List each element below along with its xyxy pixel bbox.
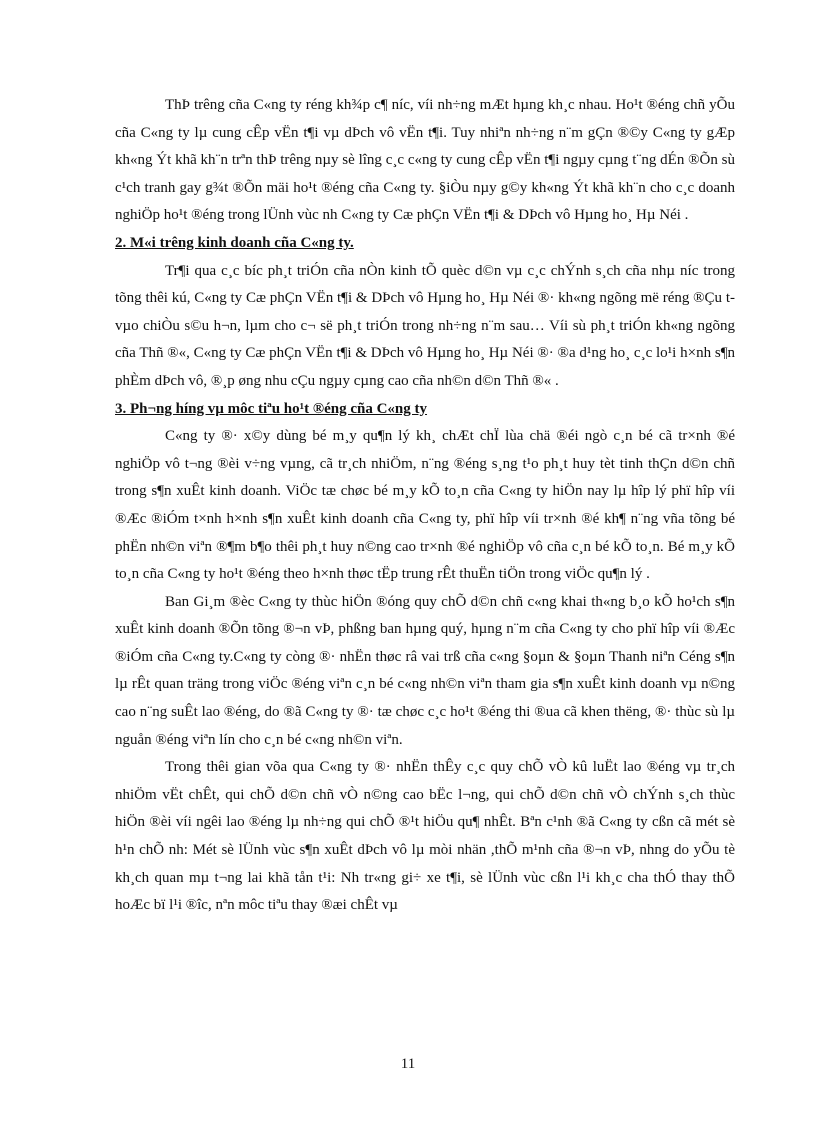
intro-paragraph: ThÞ trêng cña C«ng ty réng kh¾p c¶ níc, víi nh÷ng mÆt hµng kh¸c nhau. Ho¹t ®éng chñ yÕu cña C«ng ty lµ cung cÊp vËn t¶i vµ dÞch vô vËn t¶i. Tuy nhiªn nh÷ng n¨m gÇn ®©y C«ng ty gÆp kh«ng Ýt khã kh¨n trªn thÞ trêng nµy sè lîng c¸c c«ng ty cung cÊp vËn t¶i ngµy cµng t¨ng dÉn ®Õn sù c¹ch tranh gay g¾t ®Õn mäi ho¹t ®éng cña C«ng ty. §iÒu nµy g©y kh«ng Ýt khã kh¨n cho c¸c doanh nghiÖp ho¹t ®éng trong lÜnh vùc nh C«ng ty Cæ phÇn VËn t¶i & DÞch vô Hµng ho¸ Hµ Néi . xyxy=(115,97,735,224)
section-3-paragraph-1: C«ng ty ®· x©y dùng bé m¸y qu¶n lý kh¸ chÆt chÏ lùa chä ®éi ngò c¸n bé cã tr×nh ®é nghiÖp vô t¬ng ®èi v÷ng vµng, cã tr¸ch nhiÖm, n¨ng ®éng s¸ng t¹o ph¸t huy tèt tinh thÇn d©n chñ trong s¶n xuÊt kinh doanh. ViÖc tæ chøc bé m¸y kÕ to¸n cña C«ng ty hiÖn nay lµ hîp lý phï hîp víi ®Æc ®iÓm t×nh h×nh s¶n xuÊt kinh doanh cña C«ng ty, phï hîp víi tr×nh ®é kh¶ n¨ng vña tõng bé phËn nh©n viªn ®¶m b¶o thêi ph¸t huy n©ng cao tr×nh ®é nghiÖp vô cña c¸n bé kÕ to¸n. Bé m¸y kÕ to¸n cña C«ng ty ho¹t ®éng theo h×nh thøc tËp trung rÊt thuËn tiÖn trong viÖc qu¶n lý . xyxy=(115,428,735,583)
section-3-heading: 3. Ph¬ng híng vµ môc tiªu ho¹t ®éng cña C«ng ty xyxy=(115,400,428,417)
section-3-paragraph-2: Ban Gi¸m ®èc C«ng ty thùc hiÖn ®óng quy chÕ d©n chñ c«ng khai th«ng b¸o kÕ ho¹ch s¶n xuÊt kinh doanh ®Õn tõng ®¬n vÞ, phßng ban hµng quý, hµng n¨m cña C«ng ty cho phï hîp víi ®Æc ®iÓm cña C«ng ty.C«ng ty còng ®· nhËn thøc râ vai trß cña c«ng §oµn & §oµn Thanh niªn Céng s¶n lµ rÊt quan träng trong viÖc ®éng viªn c¸n bé c«ng nh©n viªn tham gia s¶n xuÊt kinh doanh vµ n©ng cao n¨ng suÊt lao ®éng, do ®ã C«ng ty ®· tæ chøc c¸c ho¹t ®éng thi ®ua cã khen thëng, ®· thùc sù lµ nguån ®éng viªn lín cho c¸n bé c«ng nh©n viªn. xyxy=(115,593,735,748)
section-2-paragraph: Tr¶i qua c¸c bíc ph¸t triÓn cña nÒn kinh tÕ quèc d©n vµ c¸c chÝnh s¸ch cña nhµ níc trong tõng thêi kú, C«ng ty Cæ phÇn VËn t¶i & DÞch vô Hµng ho¸ Hµ Néi ®· kh«ng ngõng më réng ®Çu t vµo chiÒu s©u h¬n, lµm cho c¬ së ph¸t triÓn trong nh÷ng n¨m sau… Víi sù ph¸t triÓn kh«ng ngõng cña Thñ ®«, C«ng ty Cæ phÇn VËn t¶i & DÞch vô Hµng ho¸ Hµ Néi ®· ®a d¹ng ho¸ c¸c lo¹i h×nh s¶n phÈm dÞch vô, ®¸p øng nhu cÇu ngµy cµng cao cña nh©n d©n Thñ ®« . xyxy=(115,262,735,389)
section-3-paragraph-3: Trong thêi gian võa qua C«ng ty ®· nhËn thÊy c¸c quy chÕ vÒ kû luËt lao ®éng vµ tr¸ch nhiÖm vËt chÊt, qui chÕ d©n chñ vÒ n©ng cao bËc l¬ng, qui chÕ d©n chñ vÒ chÝnh s¸ch thùc hiÖn ®èi víi ngêi lao ®éng lµ nh÷ng qui chÕ ®¹t hiÖu qu¶ nhÊt. Bªn c¹nh ®ã C«ng ty cßn cã mét sè h¹n chÕ nh: Mét sè lÜnh vùc s¶n xuÊt dÞch vô lµ mòi nhän ,thÕ m¹nh cña ®¬n vÞ, nhng do yÕu tè kh¸ch quan mµ t¬ng lai khã tån t¹i: Nh tr«ng gi÷ xe t¶i, sè lÜnh vùc cßn l¹i kh¸c cha thÓ thay thÕ hoÆc bï l¹i ®îc, nªn môc tiªu thay ®æi chÊt vµ xyxy=(115,759,735,914)
page-number: 11 xyxy=(400,1056,416,1072)
page-content xyxy=(115,92,735,920)
section-2-heading: 2. M«i trêng kinh doanh cña C«ng ty. xyxy=(115,234,354,251)
